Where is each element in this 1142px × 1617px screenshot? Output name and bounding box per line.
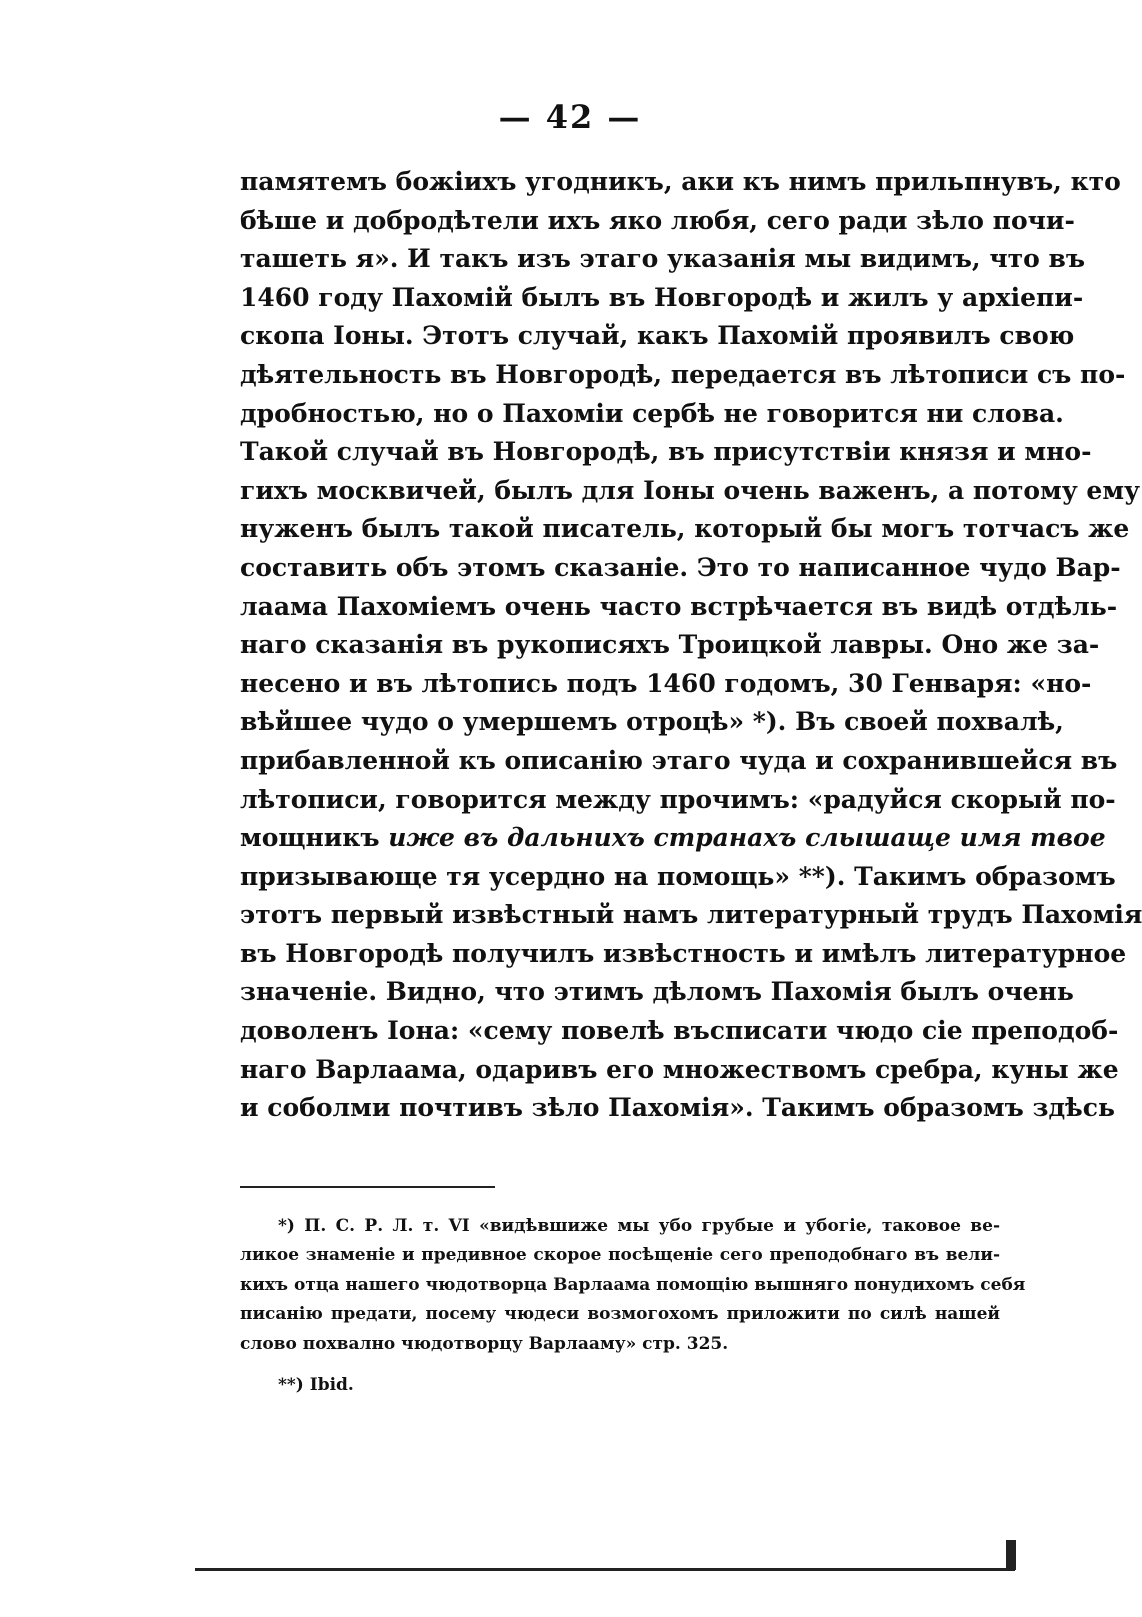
footnotes [240, 1212, 1026, 1359]
footnote-line: кихъ отца нашего чюдотворца Варлаама помощію вышняго понудихомъ себя [240, 1274, 1026, 1295]
text-line: несено и въ лѣтопись подъ 1460 годомъ, 30 Генваря: «но- [240, 668, 1092, 698]
text-line: бѣше и добродѣтели ихъ яко любя, сего ради зѣло почи- [240, 205, 1075, 235]
text-line: дробностью, но о Пахоміи сербѣ не говорится ни слова. [240, 398, 1064, 428]
text-line-with-italic [240, 819, 1106, 858]
footnote-line: слово похвално чюдотворцу Варлааму» стр. 325. [240, 1333, 729, 1354]
text-line: нуженъ былъ такой писатель, который бы могъ тотчасъ же [240, 514, 1130, 544]
text-line: 1460 году Пахомій былъ въ Новгородѣ и жилъ у архіепи- [240, 282, 1084, 312]
text-line: тaшеть я». И такъ изъ этаго указанія мы видимъ, что въ [240, 244, 1086, 274]
bottom-edge-mark [1006, 1540, 1016, 1570]
italic-quote: иже въ дальнихъ странахъ слышаще имя твое [388, 823, 1106, 853]
text-line: Такой случай въ Новгородѣ, въ присутствіи князя и мно- [240, 437, 1092, 467]
text-line: доволенъ Іона: «сему повелѣ въсписати чюдо сіе преподоб- [240, 1016, 1119, 1046]
text-line: скопа Іоны. Этотъ случай, какъ Пахомій проявилъ свою [240, 321, 1075, 351]
footnote-line: писанію предати, посему чюдеси возмогохомъ приложити по силѣ нашей [240, 1304, 1000, 1325]
text-line: въ Новгородѣ получилъ извѣстность и имѣлъ литературное [240, 938, 1127, 968]
text-line: лѣтописи, говорится между прочимъ: «радуйся скорый по- [240, 784, 1116, 814]
footnote-divider [240, 1186, 495, 1188]
text-line: и соболми почтивъ зѣло Пахомія». Такимъ образомъ здѣсь [240, 1093, 1115, 1123]
footnote-line: *) П. С. Р. Л. т. VI «видѣвшиже мы убо грубые и убогіе, таковое ве- [278, 1216, 1000, 1236]
text-line: памятемъ божіихъ угодникъ, аки къ нимъ прильпнувъ, кто [240, 167, 1121, 196]
text-line: значеніе. Видно, что этимъ дѣломъ Пахомія былъ очень [240, 977, 1074, 1007]
text-line: вѣйшее чудо о умершемъ отроцѣ» *). Въ своей похвалѣ, [240, 707, 1064, 737]
bottom-rule [195, 1568, 1015, 1571]
footnote-line: ликое знаменіе и предивное скорое посѣщеніе сего преподобнаго въ вели- [240, 1245, 1000, 1266]
body-text [240, 163, 1142, 1128]
text-line: составить объ этомъ сказаніе. Это то написанное чудо Вар- [240, 552, 1121, 582]
text-line: прибавленной къ описанію этаго чуда и сохранившейся въ [240, 745, 1118, 775]
text-line: наго сказанія въ рукописяхъ Троицкой лавры. Оно же за- [240, 630, 1100, 660]
footnote-ibid: **) Ibid. [278, 1375, 354, 1395]
page-number: — 42 — [498, 98, 642, 136]
text-line: гихъ москвичей, былъ для Іоны очень важенъ, а потому ему [240, 475, 1141, 505]
text-line-prefix: мощникъ [240, 823, 389, 853]
text-line: дѣятельность въ Новгородѣ, передается въ лѣтописи съ по- [240, 359, 1126, 389]
text-line: лаама Пахоміемъ очень часто встрѣчается въ видѣ отдѣль- [240, 591, 1118, 621]
text-line: призывающе тя усердно на помощь» **). Такимъ образомъ [240, 861, 1116, 891]
text-line: этотъ первый извѣстный намъ литературный трудъ Пахомія [240, 900, 1142, 930]
text-line: наго Варлаама, одаривъ его множествомъ сребра, куны же [240, 1054, 1119, 1084]
